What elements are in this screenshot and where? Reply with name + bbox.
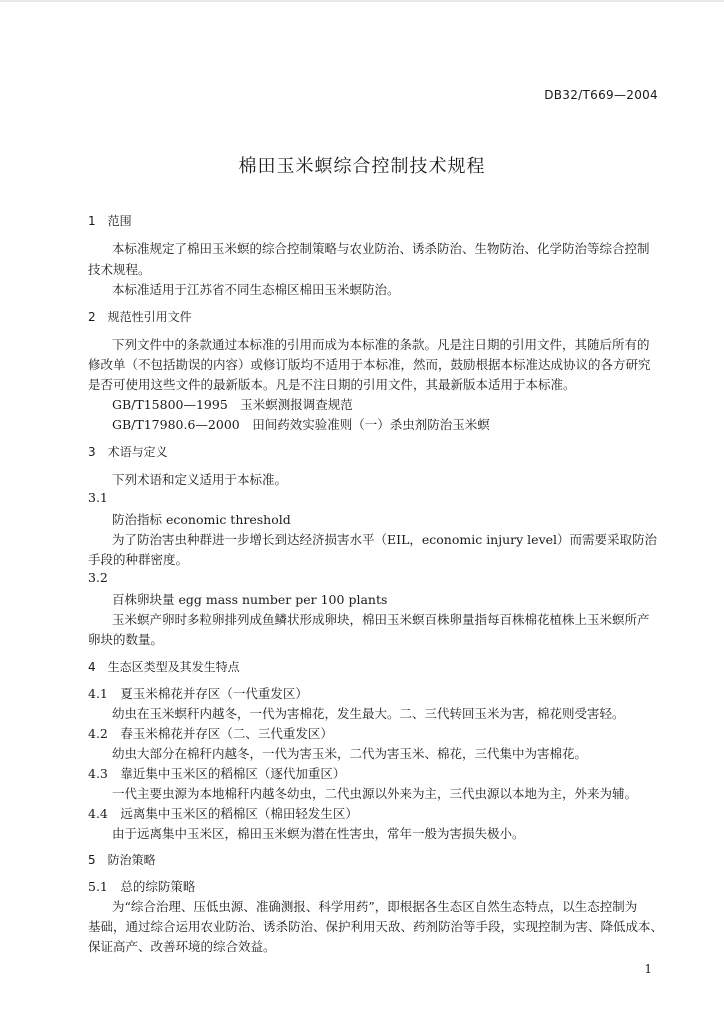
term-2-definition-line-2: 卵块的数量。 [88,632,164,647]
page-number: 1 [644,962,652,976]
section-5-heading: 5 防治策略 [88,853,156,867]
section-3-intro: 下列术语和定义适用于本标准。 [112,472,288,487]
standard-code: DB32/T669—2004 [544,88,658,102]
section-2-para-line-2: 修改单（不包括勘误的内容）或修订版均不适用于本标准，然而，鼓励根据本标准达成协议的各方研究 [88,357,651,372]
subsection-4-4-heading: 4.4 远离集中玉米区的稻棉区（棉田轻发生区） [88,806,358,821]
subsection-4-2-text: 幼虫大部分在棉秆内越冬，一代为害玉米，二代为害玉米、棉花，三代集中为害棉花。 [112,746,588,761]
subsection-5-1-text-line-2: 基础，通过综合运用农业防治、诱杀防治、保护利用天敌、药剂防治等手段，实现控制为害、降低成本、 [88,919,664,934]
section-4-heading: 4 生态区类型及其发生特点 [88,660,240,674]
subsection-5-1-text-line-3: 保证高产、改善环境的综合效益。 [88,939,276,954]
term-2-number: 3.2 [88,570,108,585]
scan-edge [0,0,724,2]
section-2-para-line-1: 下列文件中的条款通过本标准的引用而成为本标准的条款。凡是注日期的引用文件，其随后所有的 [112,337,650,352]
page-title: 棉田玉米螟综合控制技术规程 [238,156,486,177]
section-3-heading: 3 术语与定义 [88,445,168,459]
term-1-number: 3.1 [88,490,108,505]
section-2-para-line-3: 是否可使用这些文件的最新版本。凡是不注日期的引用文件，其最新版本适用于本标准。 [88,377,576,392]
reference-1: GB/T15800—1995 玉米螟测报调查规范 [112,397,353,412]
subsection-4-3-text: 一代主要虫源为本地棉秆内越冬幼虫，二代虫源以外来为主，三代虫源以本地为主，外来为辅。 [112,786,638,801]
subsection-4-3-heading: 4.3 靠近集中玉米区的稻棉区（逐代加重区） [88,766,346,781]
subsection-4-1-heading: 4.1 夏玉米棉花并存区（一代重发区） [88,686,308,701]
section-1-para-1-line-2: 技术规程。 [88,262,151,277]
term-1-definition-line-1: 为了防治害虫种群进一步增长到达经济损害水平（EIL，economic injury level）而需要采取防治 [112,532,658,547]
subsection-5-1-heading: 5.1 总的综防策略 [88,879,196,894]
term-2-definition-line-1: 玉米螟产卵时多粒卵排列成鱼鳞状形成卵块，棉田玉米螟百株卵量指每百株棉花植株上玉米螟所产 [112,612,650,627]
section-2-heading: 2 规范性引用文件 [88,310,192,324]
subsection-4-2-heading: 4.2 春玉米棉花并存区（二、三代重发区） [88,726,333,741]
term-1-definition-line-2: 手段的种群密度。 [88,552,189,567]
section-1-para-2: 本标准适用于江苏省不同生态棉区棉田玉米螟防治。 [112,282,400,297]
reference-2: GB/T17980.6—2000 田间药效实验准则（一）杀虫剂防治玉米螟 [112,417,490,432]
term-2-title: 百株卵块量 egg mass number per 100 plants [112,592,388,607]
subsection-5-1-text-line-1: 为“综合治理、压低虫源、准确测报、科学用药”，即根据各生态区自然生态特点，以生态控制为 [112,899,638,914]
section-1-heading: 1 范围 [88,214,132,228]
subsection-4-1-text: 幼虫在玉米螟秆内越冬，一代为害棉花，发生最大。二、三代转回玉米为害，棉花则受害轻。 [112,706,625,721]
term-1-title: 防治指标 economic threshold [112,512,291,527]
subsection-4-4-text: 由于远离集中玉米区，棉田玉米螟为潜在性害虫，常年一般为害损失极小。 [112,826,525,841]
section-1-para-1-line-1: 本标准规定了棉田玉米螟的综合控制策略与农业防治、诱杀防治、生物防治、化学防治等综合控制 [112,241,650,256]
